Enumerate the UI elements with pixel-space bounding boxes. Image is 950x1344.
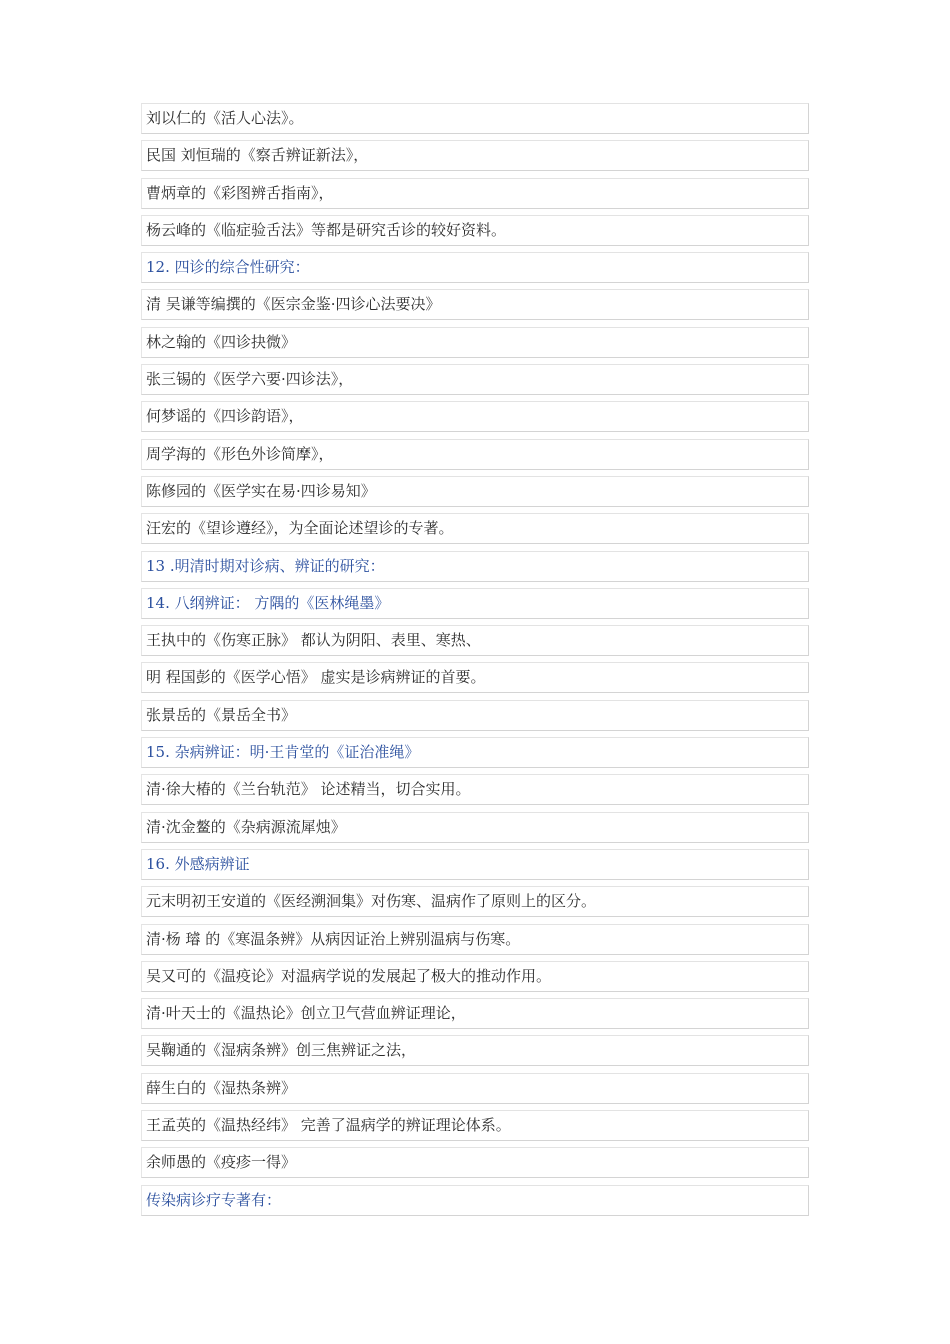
- text-row: 余师愚的《疫疹一得》: [141, 1147, 809, 1178]
- text-row: 林之翰的《四诊抉微》: [141, 327, 809, 358]
- section-heading-row: 15. 杂病辨证：明·王肯堂的《证治准绳》: [141, 737, 809, 768]
- text-row: 薛生白的《湿热条辨》: [141, 1073, 809, 1104]
- section-heading-row: 14. 八纲辨证： 方隅的《医林绳墨》: [141, 588, 809, 619]
- text-row: 曹炳章的《彩图辨舌指南》，: [141, 178, 809, 209]
- text-row: 周学海的《形色外诊简摩》，: [141, 439, 809, 470]
- text-row: 民国 刘恒瑞的《察舌辨证新法》，: [141, 140, 809, 171]
- text-row: 张三锡的《医学六要·四诊法》，: [141, 364, 809, 395]
- text-row: 清·叶天士的《温热论》创立卫气营血辨证理论，: [141, 998, 809, 1029]
- section-heading-row: 12. 四诊的综合性研究：: [141, 252, 809, 283]
- text-row: 陈修园的《医学实在易·四诊易知》: [141, 476, 809, 507]
- text-row: 王执中的《伤寒正脉》 都认为阴阳、表里、寒热、: [141, 625, 809, 656]
- text-row: 清·杨 璿 的《寒温条辨》从病因证治上辨别温病与伤寒。: [141, 924, 809, 955]
- text-row: 清·徐大椿的《兰台轨范》 论述精当，切合实用。: [141, 774, 809, 805]
- section-heading-row: 传染病诊疗专著有：: [141, 1185, 809, 1216]
- document-body: [141, 103, 809, 1222]
- text-row: 张景岳的《景岳全书》: [141, 700, 809, 731]
- text-row: 刘以仁的《活人心法》。: [141, 103, 809, 134]
- text-row: 吴又可的《温疫论》对温病学说的发展起了极大的推动作用。: [141, 961, 809, 992]
- text-row: 王孟英的《温热经纬》 完善了温病学的辨证理论体系。: [141, 1110, 809, 1141]
- text-row: 清·沈金鳌的《杂病源流犀烛》: [141, 812, 809, 843]
- text-row: 元末明初王安道的《医经溯洄集》对伤寒、温病作了原则上的区分。: [141, 886, 809, 917]
- text-row: 清 吴谦等编撰的《医宗金鉴·四诊心法要决》: [141, 289, 809, 320]
- section-heading-row: 16. 外感病辨证: [141, 849, 809, 880]
- text-row: 何梦谣的《四诊韵语》，: [141, 401, 809, 432]
- text-row: 吴鞠通的《湿病条辨》创三焦辨证之法，: [141, 1035, 809, 1066]
- section-heading-row: 13 .明清时期对诊病、辨证的研究：: [141, 551, 809, 582]
- text-row: 杨云峰的《临症验舌法》等都是研究舌诊的较好资料。: [141, 215, 809, 246]
- text-row: 明 程国彭的《医学心悟》 虚实是诊病辨证的首要。: [141, 662, 809, 693]
- text-row: 汪宏的《望诊遵经》，为全面论述望诊的专著。: [141, 513, 809, 544]
